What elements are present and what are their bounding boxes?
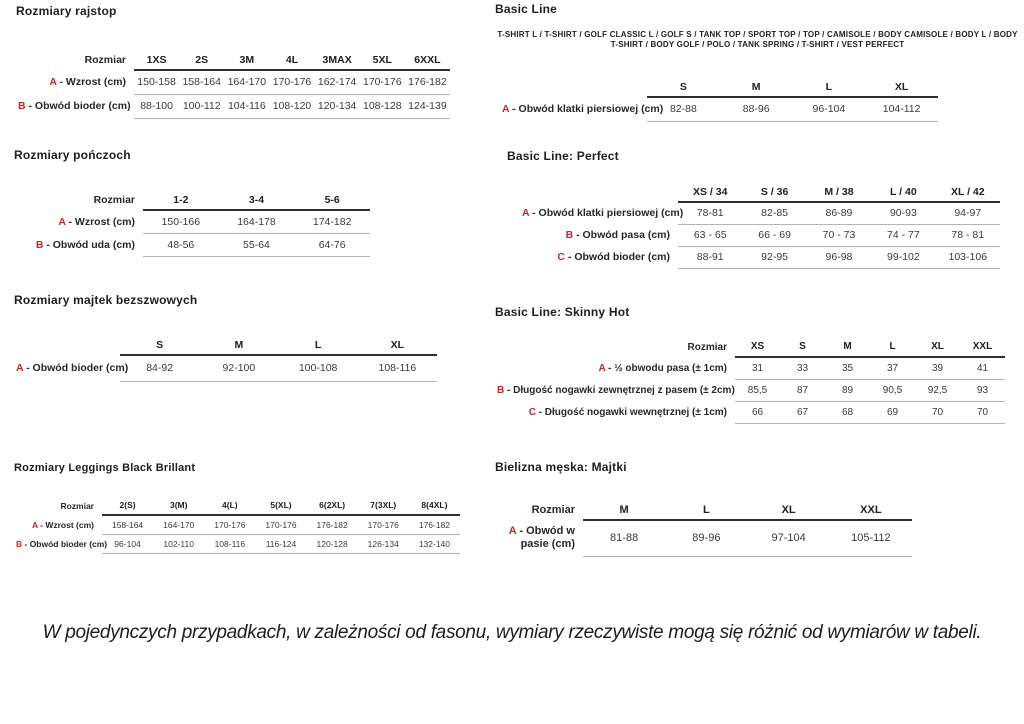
header-row <box>14 190 370 210</box>
row-label: A - Obwód klatki piersiowej (cm) <box>522 207 684 219</box>
section-title: Basic Line: Skinny Hot <box>495 305 630 319</box>
column-header-corner: Rozmiar <box>84 54 126 66</box>
cell-value: 103-106 <box>936 246 1000 268</box>
cell-value: 108-120 <box>269 94 314 118</box>
column-header: S <box>780 337 825 357</box>
table-row <box>520 202 1000 224</box>
column-header: 4L <box>269 50 314 70</box>
cell-value: 85,5 <box>735 379 780 401</box>
section-rozmiary-majtek-bezszwowych <box>14 293 437 382</box>
column-header: S / 36 <box>742 182 806 202</box>
cell-value: 67 <box>780 401 825 423</box>
header-row <box>16 50 450 70</box>
cell-value: 96-104 <box>102 534 153 553</box>
column-header: M <box>825 337 870 357</box>
cell-value: 105-112 <box>830 520 912 556</box>
cell-value: 89 <box>825 379 870 401</box>
header-row <box>14 496 460 515</box>
column-header: 1XS <box>134 50 179 70</box>
measure-letter: A <box>502 103 510 115</box>
column-header: 5(XL) <box>255 496 306 515</box>
column-header: 6XXL <box>405 50 450 70</box>
cell-value: 55-64 <box>219 233 295 256</box>
cell-value: 82-85 <box>742 202 806 224</box>
column-header-corner <box>14 335 120 355</box>
cell-value: 63 - 65 <box>678 224 742 246</box>
measure-letter: A <box>508 525 517 537</box>
row-label: B - Obwód pasa (cm) <box>565 229 670 241</box>
cell-value: 66 - 69 <box>742 224 806 246</box>
cell-value: 31 <box>735 357 780 379</box>
table-row <box>495 357 1005 379</box>
cell-value: 94-97 <box>936 202 1000 224</box>
cell-value: 164-178 <box>219 210 295 233</box>
table-row <box>500 97 938 121</box>
column-header: 7(3XL) <box>358 496 409 515</box>
column-header: L <box>665 500 747 520</box>
row-label: B - Obwód bioder (cm) <box>16 538 108 549</box>
cell-value: 170-176 <box>255 515 306 534</box>
column-header: XS <box>735 337 780 357</box>
section-title: Basic Line <box>495 2 558 16</box>
column-header: 6(2XL) <box>307 496 358 515</box>
table-row <box>505 520 912 556</box>
table-row <box>14 210 370 233</box>
column-header: M <box>583 500 665 520</box>
cell-value: 74 - 77 <box>871 224 935 246</box>
row-label: A - Wzrost (cm) <box>49 76 126 88</box>
table-row <box>14 355 437 381</box>
column-header: XL <box>358 335 437 355</box>
column-header: L <box>279 335 358 355</box>
cell-value: 92-95 <box>742 246 806 268</box>
column-header: 3MAX <box>315 50 360 70</box>
section-basic-line-skinny-hot <box>495 305 1017 424</box>
cell-value: 64-76 <box>294 233 370 256</box>
cell-value: 126-134 <box>358 534 409 553</box>
cell-value: 170-176 <box>204 515 255 534</box>
table-row <box>14 233 370 256</box>
measure-letter: A <box>31 519 38 530</box>
column-header: XL / 42 <box>936 182 1000 202</box>
cell-value: 99-102 <box>871 246 935 268</box>
cell-value: 174-182 <box>294 210 370 233</box>
table-row <box>520 224 1000 246</box>
cell-value: 35 <box>825 357 870 379</box>
row-label: C - Obwód bioder (cm) <box>557 251 670 263</box>
section-title: Rozmiary rajstop <box>16 4 117 18</box>
measure-letter: A <box>49 76 57 88</box>
cell-value: 66 <box>735 401 780 423</box>
column-header: L <box>793 77 866 97</box>
cell-value: 90-93 <box>871 202 935 224</box>
row-label: B - Długość nogawki zewnętrznej z pasem (± 2cm) <box>497 384 735 396</box>
row-label: A - Obwód bioder (cm) <box>16 362 129 374</box>
column-header-corner: Rozmiar <box>687 341 727 353</box>
size-table-basic-line <box>500 77 938 122</box>
cell-value: 70 - 73 <box>807 224 871 246</box>
measure-letter: B <box>565 229 574 241</box>
cell-value: 108-128 <box>360 94 405 118</box>
measure-letter: A <box>16 362 24 374</box>
size-table-rajstopy <box>16 50 450 119</box>
column-header: 3(M) <box>153 496 204 515</box>
cell-value: 86-89 <box>807 202 871 224</box>
column-header-corner: Rozmiar <box>93 194 135 206</box>
header-row <box>520 182 1000 202</box>
measure-letter: B <box>18 100 26 112</box>
column-header: L / 40 <box>871 182 935 202</box>
size-table-skinny-hot <box>495 337 1005 424</box>
measure-letter: A <box>522 207 530 219</box>
cell-value: 84-92 <box>120 355 199 381</box>
column-header: 4(L) <box>204 496 255 515</box>
cell-value: 116-124 <box>255 534 306 553</box>
cell-value: 81-88 <box>583 520 665 556</box>
column-header: XXL <box>830 500 912 520</box>
cell-value: 93 <box>960 379 1005 401</box>
disclaimer-note: W pojedynczych przypadkach, w zależności od fasonu, wymiary rzeczywiste mogą się różnić od wymiarów w tabeli. <box>42 622 982 643</box>
section-bielizna-meska-majtki <box>495 460 1015 557</box>
cell-value: 92,5 <box>915 379 960 401</box>
cell-value: 37 <box>870 357 915 379</box>
measure-letter: C <box>557 251 565 263</box>
column-header: 2S <box>179 50 224 70</box>
column-header: M / 38 <box>807 182 871 202</box>
cell-value: 68 <box>825 401 870 423</box>
section-title: Rozmiary pończoch <box>14 148 131 162</box>
cell-value: 41 <box>960 357 1005 379</box>
cell-value: 120-128 <box>307 534 358 553</box>
cell-value: 78 - 81 <box>936 224 1000 246</box>
measure-letter: B <box>16 538 23 549</box>
column-header: M <box>720 77 793 97</box>
cell-value: 69 <box>870 401 915 423</box>
cell-value: 108-116 <box>358 355 437 381</box>
cell-value: 176-182 <box>405 70 450 94</box>
column-header: XXL <box>960 337 1005 357</box>
measure-letter: B <box>497 384 505 396</box>
cell-value: 78-81 <box>678 202 742 224</box>
cell-value: 70 <box>915 401 960 423</box>
cell-value: 124-139 <box>405 94 450 118</box>
cell-value: 170-176 <box>269 70 314 94</box>
cell-value: 89-96 <box>665 520 747 556</box>
section-title: Rozmiary majtek bezszwowych <box>14 293 198 307</box>
cell-value: 33 <box>780 357 825 379</box>
cell-value: 96-104 <box>793 97 866 121</box>
cell-value: 176-182 <box>409 515 460 534</box>
column-header: L <box>870 337 915 357</box>
table-row <box>14 534 460 553</box>
section-rozmiary-leggings <box>14 462 460 554</box>
column-header: XL <box>865 77 938 97</box>
cell-value: 87 <box>780 379 825 401</box>
measure-letter: A <box>598 362 606 374</box>
table-row <box>16 94 450 118</box>
measure-letter: A <box>58 215 66 228</box>
cell-value: 70 <box>960 401 1005 423</box>
cell-value: 158-164 <box>179 70 224 94</box>
cell-value: 170-176 <box>360 70 405 94</box>
cell-value: 170-176 <box>358 515 409 534</box>
measure-letter: C <box>528 406 536 418</box>
row-label: C - Długość nogawki wewnętrznej (± 1cm) <box>528 406 727 418</box>
header-row <box>505 500 912 520</box>
cell-value: 96-98 <box>807 246 871 268</box>
column-header: 5XL <box>360 50 405 70</box>
section-basic-line-perfect <box>495 149 1015 269</box>
row-label: A - Obwód klatki piersiowej (cm) <box>502 103 664 115</box>
table-row <box>495 379 1005 401</box>
section-title: Basic Line: Perfect <box>507 149 619 163</box>
column-header-corner <box>500 77 647 97</box>
cell-value: 104-116 <box>224 94 269 118</box>
table-row <box>16 70 450 94</box>
row-label: A - ½ obwodu pasa (± 1cm) <box>598 362 727 374</box>
table-row <box>14 515 460 534</box>
cell-value: 162-174 <box>315 70 360 94</box>
row-label: B - Obwód bioder (cm) <box>18 100 131 112</box>
product-list-subtitle: T-SHIRT L / T-SHIRT / GOLF CLASSIC L / GOLF S / TANK TOP / SPORT TOP / TOP / CAMISOLE / BODY CAMISOLE / BODY L / BODY T-SHIRT / BODY GOLF / POLO / TANK SPRING / T-SHIRT / VEST PERFECT <box>497 30 1018 49</box>
row-label: B - Obwód uda (cm) <box>35 238 135 251</box>
section-basic-line <box>495 2 1020 122</box>
cell-value: 100-112 <box>179 94 224 118</box>
cell-value: 97-104 <box>748 520 830 556</box>
column-header: 3-4 <box>219 190 295 210</box>
column-header: 1-2 <box>143 190 219 210</box>
cell-value: 100-108 <box>279 355 358 381</box>
column-header: 3M <box>224 50 269 70</box>
section-rozmiary-ponczoch <box>14 148 370 257</box>
size-table-majtki-bezszwowe <box>14 335 437 382</box>
row-label: A - Obwód w pasie (cm) <box>508 525 575 550</box>
row-label: A - Wzrost (cm) <box>31 519 94 530</box>
cell-value: 92-100 <box>199 355 278 381</box>
column-header: S <box>120 335 199 355</box>
column-header-corner: Rozmiar <box>531 504 575 516</box>
section-title: Rozmiary Leggings Black Brillant <box>14 462 196 474</box>
size-table-perfect <box>520 182 1000 269</box>
cell-value: 158-164 <box>102 515 153 534</box>
cell-value: 102-110 <box>153 534 204 553</box>
size-table-leggings <box>14 496 460 554</box>
column-header: XL <box>915 337 960 357</box>
cell-value: 104-112 <box>865 97 938 121</box>
size-table-majtki-meskie <box>505 500 912 557</box>
cell-value: 108-116 <box>204 534 255 553</box>
cell-value: 176-182 <box>307 515 358 534</box>
cell-value: 164-170 <box>153 515 204 534</box>
cell-value: 88-100 <box>134 94 179 118</box>
size-table-ponczochy <box>14 190 370 257</box>
header-row <box>495 337 1005 357</box>
column-header: 2(S) <box>102 496 153 515</box>
cell-value: 164-170 <box>224 70 269 94</box>
column-header-corner <box>520 182 678 202</box>
cell-value: 132-140 <box>409 534 460 553</box>
column-header: XS / 34 <box>678 182 742 202</box>
cell-value: 82-88 <box>647 97 720 121</box>
cell-value: 90,5 <box>870 379 915 401</box>
header-row <box>14 335 437 355</box>
column-header: 5-6 <box>294 190 370 210</box>
section-title: Bielizna męska: Majtki <box>495 460 627 474</box>
section-rozmiary-rajstop <box>16 4 450 119</box>
cell-value: 39 <box>915 357 960 379</box>
cell-value: 88-91 <box>678 246 742 268</box>
cell-value: 120-134 <box>315 94 360 118</box>
table-row <box>495 401 1005 423</box>
measure-letter: B <box>35 238 44 251</box>
cell-value: 48-56 <box>143 233 219 256</box>
cell-value: 150-166 <box>143 210 219 233</box>
column-header: M <box>199 335 278 355</box>
column-header-corner: Rozmiar <box>60 500 94 511</box>
column-header: XL <box>748 500 830 520</box>
cell-value: 88-96 <box>720 97 793 121</box>
cell-value: 150-158 <box>134 70 179 94</box>
row-label: A - Wzrost (cm) <box>58 215 135 228</box>
column-header: S <box>647 77 720 97</box>
table-row <box>520 246 1000 268</box>
header-row <box>500 77 938 97</box>
column-header: 8(4XL) <box>409 496 460 515</box>
